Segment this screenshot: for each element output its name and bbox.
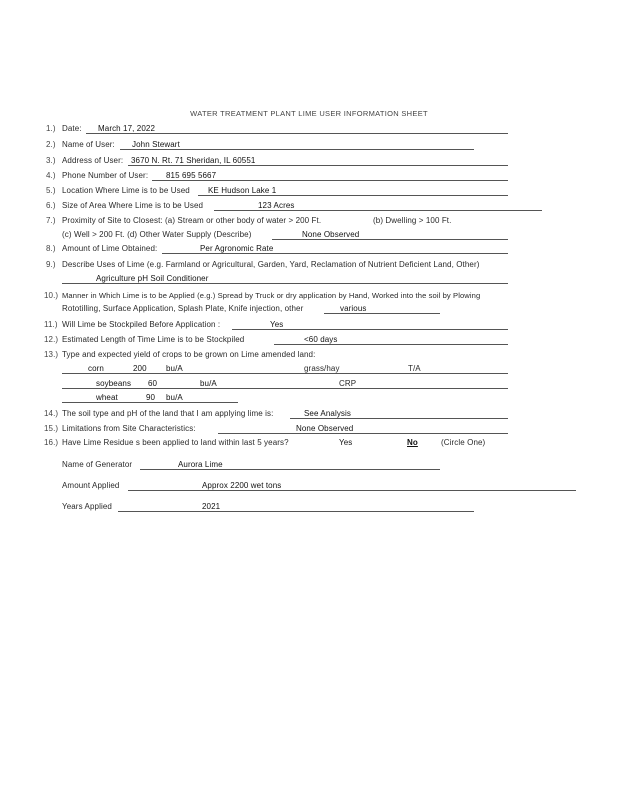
years-applied-value[interactable]: 2021 [202,502,221,511]
crop-unit: bu/A [166,364,183,373]
uses-label: Describe Uses of Lime (e.g. Farmland or Agricultural, Garden, Yard, Reclamation of Nutrient Deficient Land, Other) [62,260,480,269]
item-number: 9.) [46,260,56,269]
proximity-value[interactable]: None Observed [302,230,360,239]
amount-applied-value[interactable]: Approx 2200 wet tons [202,481,282,490]
date-value[interactable]: March 17, 2022 [98,124,155,133]
item-number: 4.) [46,171,56,180]
manner-value[interactable]: various [340,304,367,313]
crop-row-line-right [238,373,508,374]
limitations-line [218,433,508,434]
crop-yield[interactable]: 60 [148,379,158,388]
size-label: Size of Area Where Lime is to be Used [62,201,204,210]
amount-applied-line [128,490,576,491]
size-value[interactable]: 123 Acres [258,201,295,210]
circle-one-note: (Circle One) [441,438,486,447]
crop-unit: bu/A [166,393,183,402]
form-title: WATER TREATMENT PLANT LIME USER INFORMATION SHEET [190,109,428,118]
residue-no-option[interactable]: No [407,438,418,447]
item-number: 10.) [44,291,59,300]
crop-unit: bu/A [200,379,217,388]
limitations-label: Limitations from Site Characteristics: [62,424,196,433]
stockpile-label: Will Lime be Stockpiled Before Application : [62,320,221,329]
crop-row-line-right [238,388,508,389]
uses-value[interactable]: Agriculture pH Soil Conditioner [96,274,209,283]
location-label: Location Where Lime is to be Used [62,186,190,195]
item-number: 6.) [46,201,56,210]
item-number: 14.) [44,409,59,418]
item-number: 2.) [46,140,56,149]
phone-label: Phone Number of User: [62,171,149,180]
years-applied-line [118,511,474,512]
manner-options-label: Rototilling, Surface Application, Splash Plate, Knife injection, other [62,304,304,313]
grass-hay-unit: T/A [408,364,421,373]
years-applied-label: Years Applied [62,502,112,511]
crop-name[interactable]: corn [88,364,104,373]
item-number: 7.) [46,216,56,225]
amount-applied-label: Amount Applied [62,481,120,490]
stockpile-value[interactable]: Yes [270,320,284,329]
grass-hay-label: grass/hay [304,364,340,373]
crop-yield[interactable]: 200 [133,364,147,373]
crp-label: CRP [339,379,357,388]
crop-name[interactable]: soybeans [96,379,132,388]
location-value[interactable]: KE Hudson Lake 1 [208,186,277,195]
lime-amount-value[interactable]: Per Agronomic Rate [200,244,274,253]
proximity-well-label: (c) Well > 200 Ft. (d) Other Water Supply (Describe) [62,230,252,239]
generator-name-label: Name of Generator [62,460,133,469]
stockpile-time-value[interactable]: <60 days [304,335,338,344]
generator-name-value[interactable]: Aurora Lime [178,460,223,469]
item-number: 8.) [46,244,56,253]
crops-label: Type and expected yield of crops to be grown on Lime amended land: [62,350,316,359]
residue-label: Have Lime Residue s been applied to land within last 5 years? [62,438,289,447]
residue-yes-option[interactable]: Yes [339,438,353,447]
stockpile-time-label: Estimated Length of Time Lime is to be Stockpiled [62,335,245,344]
phone-value[interactable]: 815 695 5667 [166,171,217,180]
user-name-value[interactable]: John Stewart [132,140,180,149]
crop-name[interactable]: wheat [96,393,118,402]
item-number: 1.) [46,124,56,133]
proximity-label: Proximity of Site to Closest: (a) Stream or other body of water > 200 Ft. [62,216,322,225]
soil-value[interactable]: See Analysis [304,409,352,418]
proximity-dwelling-label: (b) Dwelling > 100 Ft. [373,216,452,225]
item-number: 13.) [44,350,59,359]
address-label: Address of User: [62,156,124,165]
limitations-value[interactable]: None Observed [296,424,354,433]
item-number: 16.) [44,438,59,447]
item-number: 11.) [44,320,58,329]
item-number: 5.) [46,186,56,195]
soil-label: The soil type and pH of the land that I am applying lime is: [62,409,274,418]
user-name-label: Name of User: [62,140,115,149]
address-value[interactable]: 3670 N. Rt. 71 Sheridan, IL 60551 [131,156,256,165]
manner-label: Manner in Which Lime is to be Applied (e.g.) Spread by Truck or dry application by Hand, Worked into the soil by Plowing [62,291,481,300]
lime-amount-label: Amount of Lime Obtained: [62,244,158,253]
item-number: 12.) [44,335,59,344]
crop-yield[interactable]: 90 [146,393,156,402]
item-number: 15.) [44,424,59,433]
item-number: 3.) [46,156,56,165]
date-label: Date: [62,124,82,133]
